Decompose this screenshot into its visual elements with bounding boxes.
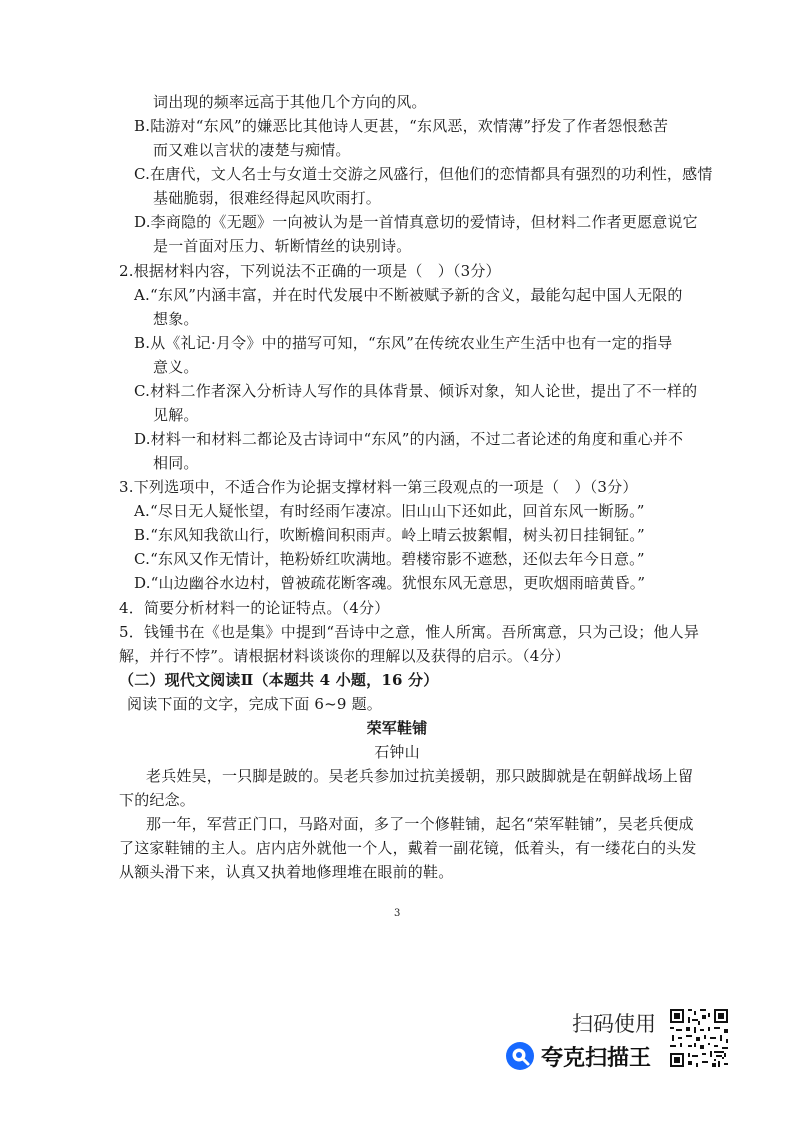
scanner-brand (505, 1040, 651, 1072)
brand-name: 夸克扫描王 (541, 1045, 652, 1071)
paragraph-line: 从额头滑下来，认真又执着地修理堆在眼前的鞋。 (119, 863, 454, 881)
section-heading: （二）现代文阅读Ⅱ（本题共 4 小题，16 分） (119, 671, 439, 689)
question-2: 2.根据材料内容，下列说法不正确的一项是（ ）（3分） (119, 262, 501, 280)
instruction-text: 阅读下面的文字，完成下面 6~9 题。 (127, 695, 382, 713)
question-4: 4．简要分析材料一的论证特点。（4分） (119, 599, 390, 617)
text-line: 相同。 (153, 454, 199, 472)
scan-to-use-label: 扫码使用 (572, 1012, 656, 1036)
q3-option-c: C.“东风又作无情计，艳粉娇红吹满地。碧楼帘影不遮愁，还似去年今日意。” (134, 550, 645, 568)
paragraph-line: 老兵姓吴，一只脚是跛的。吴老兵参加过抗美援朝，那只跛脚就是在朝鲜战场上留 (146, 767, 694, 785)
question-3: 3.下列选项中，不适合作为论据支撑材料一第三段观点的一项是（ ）（3分） (119, 478, 638, 496)
q2-option-c: C.材料二作者深入分析诗人写作的具体背景、倾诉对象，知人论世，提出了不一样的 (134, 382, 698, 400)
text-line: 词出现的频率远高于其他几个方向的风。 (153, 93, 427, 111)
text-line: 想象。 (153, 310, 199, 328)
quark-logo-icon (505, 1041, 535, 1071)
q3-option-d: D.“山边幽谷水边村，曾被疏花断客魂。犹恨东风无意思，更吹烟雨暗黄昏。” (134, 574, 646, 592)
q3-option-a: A.“尽日无人疑怅望，有时经雨乍凄凉。旧山山下还如此，回首东风一断肠。” (134, 502, 645, 520)
text-line: 是一首面对压力、斩断情丝的诀别诗。 (153, 237, 412, 255)
text-line: 意义。 (153, 358, 199, 376)
page-number: 3 (394, 908, 401, 919)
text-line: 而又难以言状的凄楚与痴情。 (153, 141, 351, 159)
paragraph-line: 那一年，军营正门口，马路对面，多了一个修鞋铺，起名“荣军鞋铺”，吴老兵便成 (146, 815, 694, 833)
q2-option-d: D.材料一和材料二都论及古诗词中“东风”的内涵，不过二者论述的角度和重心并不 (134, 430, 684, 448)
paragraph-line: 了这家鞋铺的主人。店内店外就他一个人，戴着一副花镜，低着头，有一缕花白的头发 (119, 839, 697, 857)
text-line: 基础脆弱，很难经得起风吹雨打。 (153, 189, 382, 207)
text-line: 解，并行不悖”。请根据材料谈谈你的理解以及获得的启示。（4分） (119, 647, 570, 665)
q2-option-a: A.“东风”内涵丰富，并在时代发展中不断被赋予新的含义，最能勾起中国人无限的 (134, 286, 683, 304)
q3-option-b: B.“东风知我欲山行，吹断檐间积雨声。岭上晴云披絮帽，树头初日挂铜钲。” (134, 526, 645, 544)
story-author: 石钟山 (374, 743, 420, 761)
text-line: 见解。 (153, 406, 199, 424)
option-b-text: B.陆游对“东风”的嫌恶比其他诗人更甚，“东风恶，欢情薄”抒发了作者怨恨愁苦 (134, 117, 669, 135)
option-d-text: D.李商隐的《无题》一向被认为是一首情真意切的爱情诗，但材料二作者更愿意说它 (134, 213, 698, 231)
paragraph-line: 下的纪念。 (119, 791, 196, 809)
qr-code-icon[interactable] (668, 1007, 730, 1069)
option-c-text: C.在唐代，文人名士与女道士交游之风盛行，但他们的恋情都具有强烈的功利性，感情 (134, 165, 713, 183)
question-5: 5．钱锺书在《也是集》中提到“吾诗中之意，惟人所寓。吾所寓意，只为己设；他人异 (119, 623, 700, 641)
story-title: 荣军鞋铺 (366, 719, 428, 737)
q2-option-b: B.从《礼记·月令》中的描写可知，“东风”在传统农业生产生活中也有一定的指导 (134, 334, 673, 352)
